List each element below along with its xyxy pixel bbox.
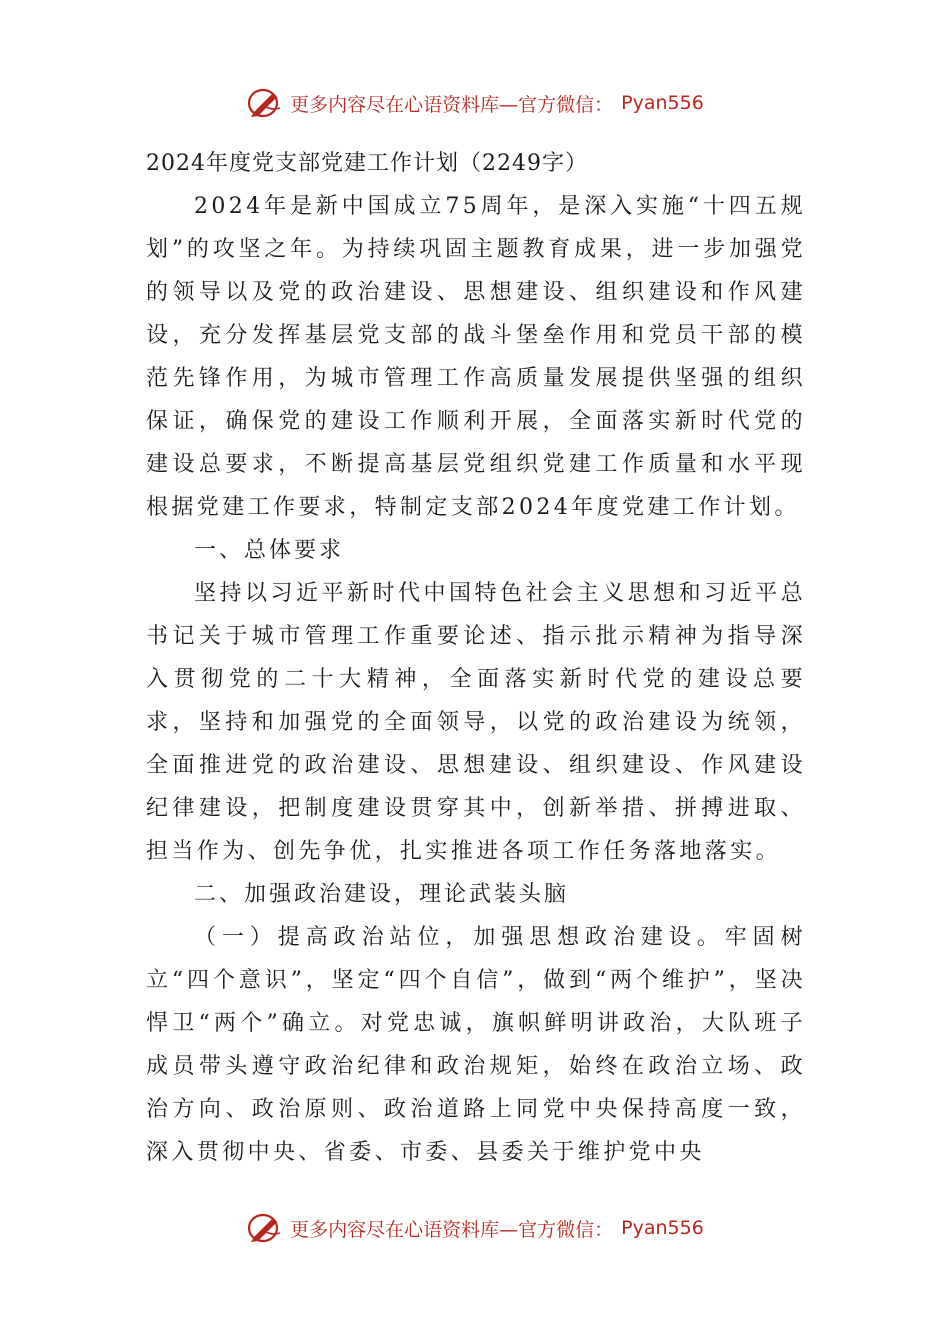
section-heading-2: 二、加强政治建设，理论武装头脑: [194, 882, 570, 907]
pen-circle-logo-icon: [246, 1211, 284, 1245]
section-heading-1: 一、总体要求: [194, 538, 345, 563]
section-1-paragraph: 坚持以习近平新时代中国特色社会主义思想和习近平总书记关于城市管理工作重要论述、指示批示精神为指导深入贯彻党的二十大精神，全面落实新时代党的建设总要求，坚持和加强党的全面领导，以党的政治建设为统领，全面推进党的政治建设、思想建设、组织建设、作风建设纪律建设，把制度建设贯穿其中，创新举措、拼搏进取、担当作为、创先争优，扎实推进各项工作任务落地落实。: [146, 581, 806, 864]
watermark-banner-top: [0, 86, 950, 120]
watermark-wechat-id: Pyan556: [621, 92, 704, 114]
watermark-text: 更多内容尽在心语资料库—官方微信：: [290, 1218, 614, 1241]
document-body: [146, 142, 806, 1174]
watermark-text: 更多内容尽在心语资料库—官方微信：: [290, 93, 614, 116]
intro-paragraph: 2024年是新中国成立75周年，是深入实施“十四五规划”的攻坚之年。为持续巩固主题教育成果，进一步加强党的领导以及党的政治建设、思想建设、组织建设和作风建设，充分发挥基层党支部的战斗堡垒作用和党员干部的模范先锋作用，为城市管理工作高质量发展提供坚强的组织保证，确保党的建设工作顺利开展，全面落实新时代党的建设总要求，不断提高基层党组织党建工作质量和水平现根据党建工作要求，特制定支部2024年度党建工作计划。: [146, 194, 806, 520]
watermark-wechat-id: Pyan556: [621, 1217, 704, 1239]
pen-circle-logo-icon: [246, 86, 284, 120]
document-title: 2024年度党支部党建工作计划（2249字）: [146, 151, 588, 176]
watermark-banner-bottom: [0, 1211, 950, 1245]
section-2-paragraph: （一）提高政治站位，加强思想政治建设。牢固树立“四个意识”，坚定“四个自信”，做到“两个维护”，坚决悍卫“两个”确立。对党忠诚，旗帜鲜明讲政治，大队班子成员带头遵守政治纪律和政治规矩，始终在政治立场、政治方向、政治原则、政治道路上同党中央保持高度一致，深入贯彻中央、省委、市委、县委关于维护党中央: [146, 925, 806, 1165]
